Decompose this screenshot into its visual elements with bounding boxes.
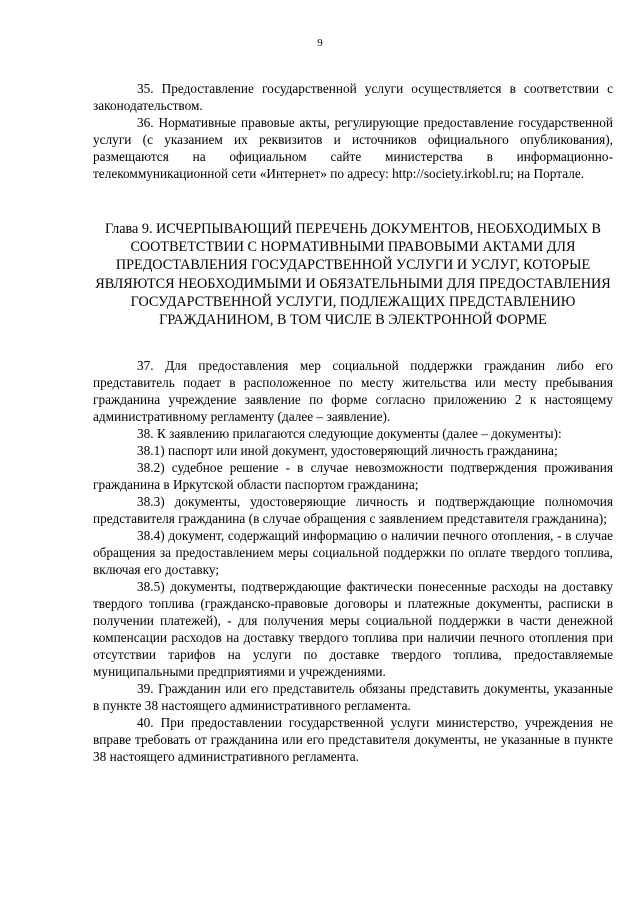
paragraph-38-1: 38.1) паспорт или иной документ, удостоверяющий личность гражданина; (137, 443, 558, 458)
paragraph-39: 39. Гражданин или его представитель обязаны представить документы, указанные в пункте 38 настоящего административного регламента. (93, 681, 613, 713)
chapter-title: Глава 9. ИСЧЕРПЫВАЮЩИЙ ПЕРЕЧЕНЬ ДОКУМЕНТОВ, НЕОБХОДИМЫХ В СООТВЕТСТВИИ С НОРМАТИВНЫМИ ПРАВОВЫМИ АКТАМИ ДЛЯ ПРЕДОСТАВЛЕНИЯ ГОСУДАРСТВЕННОЙ УСЛУГИ И УСЛУГ, КОТОРЫЕ ЯВЛЯЮТСЯ НЕОБХОДИМЫМИ И ОБЯЗАТЕЛЬНЫМИ ДЛЯ ПРЕДОСТАВЛЕНИЯ ГОСУДАРСТВЕННОЙ УСЛУГИ, ПОДЛЕЖАЩИХ ПРЕДСТАВЛЕНИЮ ГРАЖДАНИНОМ, В ТОМ ЧИСЛЕ В ЭЛЕКТРОННОЙ ФОРМЕ (95, 221, 611, 329)
paragraph-37: 37. Для предоставления мер социальной поддержки гражданин либо его представитель подает в расположенное по месту жительства или месту пребывания гражданина учреждение заявление по форме согласно приложению 2 к настоящему административному регламенту (далее – заявление). (93, 358, 613, 424)
paragraph-38-4: 38.4) документ, содержащий информацию о наличии печного отопления, - в случае обращения за предоставлением меры социальной поддержки по оплате твердого топлива, включая его доставку; (93, 528, 613, 577)
section-after-chapter (93, 357, 613, 765)
paragraph-40: 40. При предоставлении государственной услуги министерство, учреждения не вправе требовать от гражданина или его представителя документы, не указанные в пункте 38 настоящего административного регламента. (93, 715, 613, 764)
section-before-chapter (93, 80, 613, 182)
paragraph-38-2: 38.2) судебное решение - в случае невозможности подтверждения проживания гражданина в Иркутской области паспортом гражданина; (93, 460, 613, 492)
paragraph-38-5: 38.5) документы, подтверждающие фактически понесенные расходы на доставку твердого топлива (гражданско-правовые договоры и платежные документы, расписки в получении платежей), - для получения меры социальной поддержки в части денежной компенсации расходов на доставку твердого топлива при наличии печного отопления при отсутствии тарифов на услуги по доставке твердого топлива, предоставляемые муниципальными предприятиями и учреждениями. (93, 579, 613, 679)
page-number: 9 (317, 37, 323, 49)
paragraph-36: 36. Нормативные правовые акты, регулирующие предоставление государственной услуги (с указанием их реквизитов и источников официального опубликования), размещаются на официальном сайте министерства в информационно-телекоммуникационной сети «Интернет» по адресу: http://society.irkobl.ru; на Портале. (93, 115, 613, 181)
paragraph-38: 38. К заявлению прилагаются следующие документы (далее – документы): (137, 426, 562, 441)
paragraph-35: 35. Предоставление государственной услуги осуществляется в соответствии с законодательством. (93, 81, 613, 113)
paragraph-38-3: 38.3) документы, удостоверяющие личность и подтверждающие полномочия представителя гражданина (в случае обращения с заявлением представителя гражданина); (93, 494, 613, 526)
